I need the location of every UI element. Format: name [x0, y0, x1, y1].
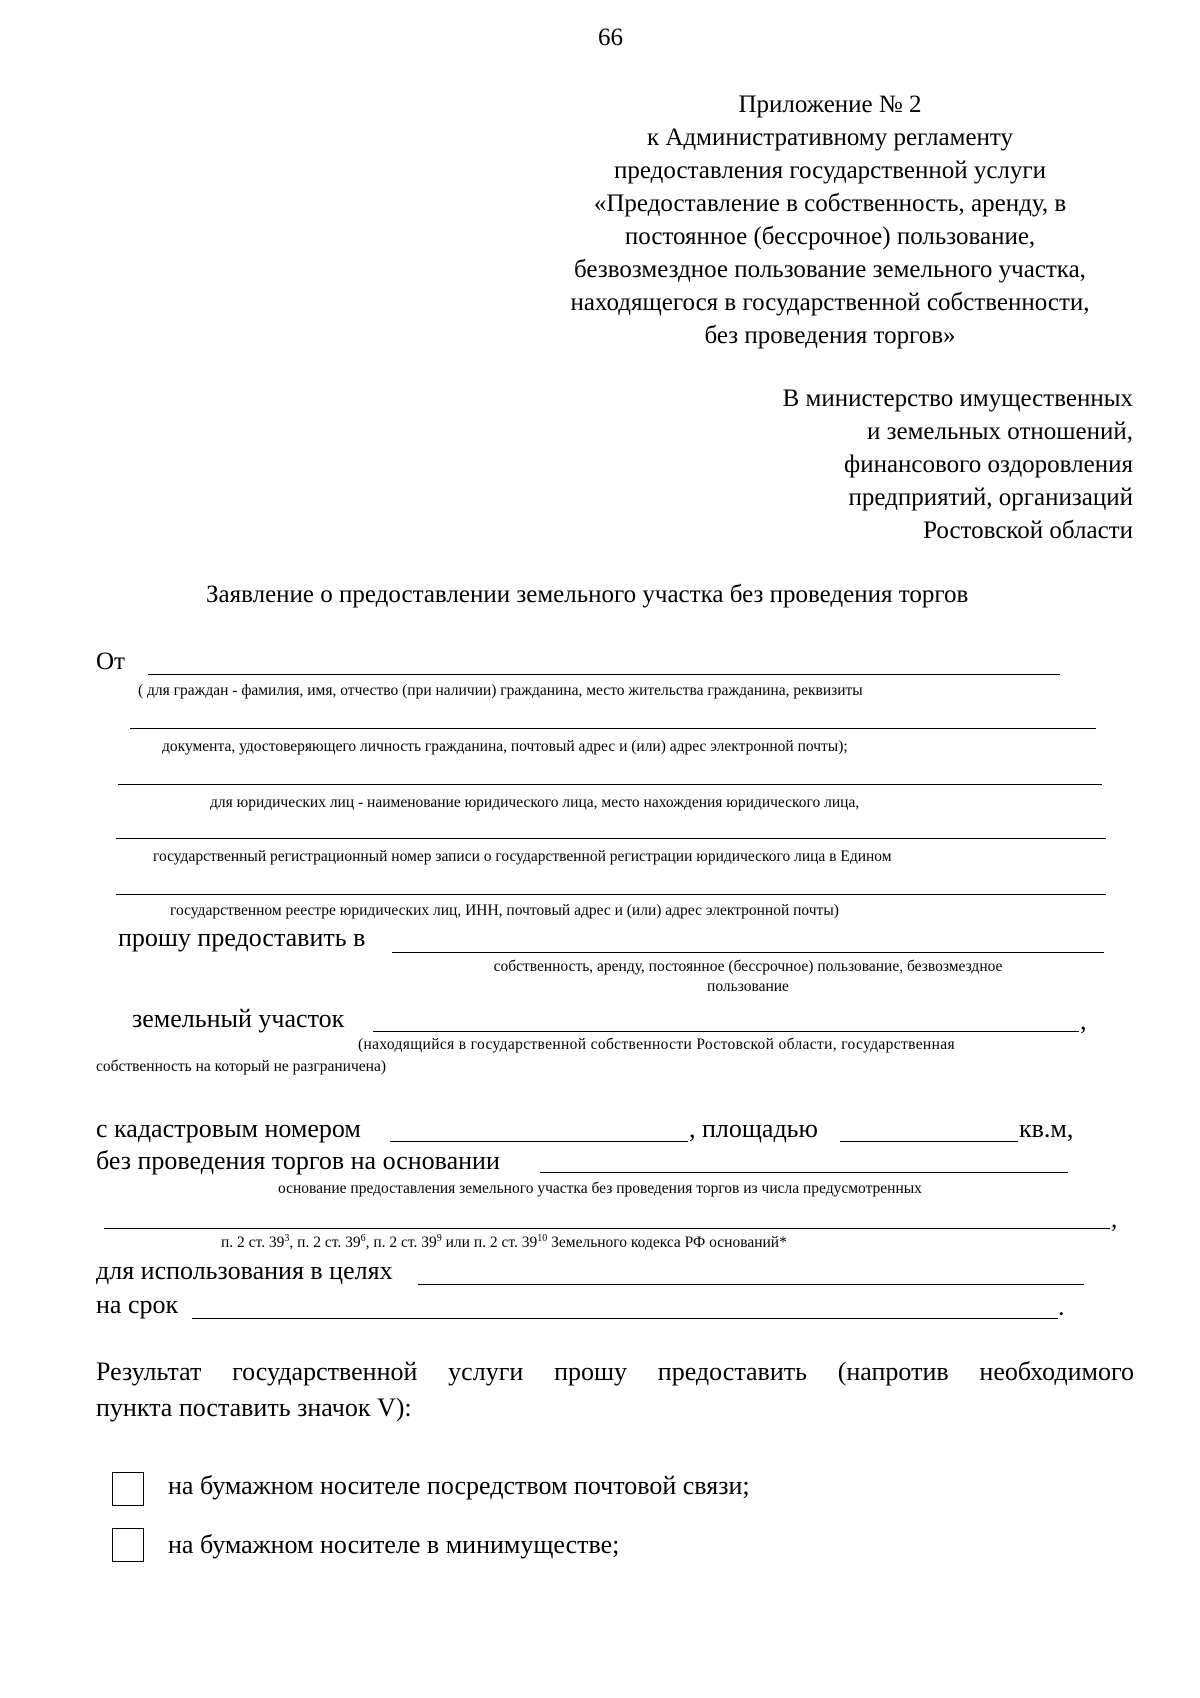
request-hint-2: пользование — [707, 978, 789, 995]
purpose-field-line[interactable] — [418, 1284, 1084, 1285]
plot-label: земельный участок — [132, 1004, 345, 1033]
result-intro-line-2: пункта поставить значок V): — [96, 1393, 412, 1422]
appendix-line: без проведения торгов» — [704, 322, 956, 349]
addressee-line: и земельных отношений, — [866, 418, 1133, 445]
from-field-line-2[interactable] — [130, 728, 1096, 729]
term-label: на срок — [96, 1290, 179, 1319]
cadastral-label: с кадастровым номером — [96, 1114, 361, 1143]
basis-comma: , — [1111, 1206, 1118, 1233]
plot-hint-1: (находящийся в государственной собственности Ростовской области, государственная — [358, 1036, 955, 1053]
from-hint-4: государственный регистрационный номер записи о государственной регистрации юридического лица в Едином — [153, 848, 892, 865]
basis-hint-2: п. 2 ст. $39^3$, п. 2 ст. $39^6$, п. 2 ст. $39^9$ или п. 2 ст. $39^{10}$ Земельного кодекса РФ оснований* — [221, 1232, 787, 1251]
request-label: прошу предоставить в — [118, 923, 366, 952]
appendix-line: к Административному регламенту — [646, 124, 1014, 151]
appendix-line: предоставления государственной услуги — [613, 157, 1047, 184]
plot-comma: , — [1080, 1006, 1087, 1035]
from-label: От — [96, 648, 125, 675]
addressee-line: предприятий, организаций — [848, 484, 1133, 511]
option-label-post: на бумажном носителе посредством почтовой связи; — [168, 1471, 750, 1500]
plot-field-line[interactable] — [373, 1031, 1079, 1032]
option-checkbox-ministry[interactable] — [112, 1528, 144, 1562]
area-field[interactable] — [840, 1141, 1018, 1142]
area-label: , площадью — [689, 1114, 818, 1143]
from-hint-1: ( для граждан - фамилия, имя, отчество (при наличии) гражданина, место жительства гражданина, реквизиты — [138, 682, 863, 699]
appendix-line: безвозмездное пользование земельного участка, — [574, 256, 1086, 283]
basis-field-line-1[interactable] — [540, 1172, 1068, 1173]
basis-label: без проведения торгов на основании — [96, 1146, 500, 1175]
basis-hint: основание предоставления земельного участка без проведения торгов из числа предусмотренных — [278, 1180, 922, 1197]
appendix-line: постоянное (бессрочное) пользование, — [624, 223, 1036, 250]
purpose-label: для использования в целях — [96, 1256, 393, 1285]
addressee-line: В министерство имущественных — [782, 385, 1133, 412]
option-checkbox-post[interactable] — [112, 1472, 144, 1506]
from-field-line-5[interactable] — [116, 894, 1106, 895]
appendix-line: «Предоставление в собственность, аренду, в — [593, 190, 1067, 217]
basis-field-line-2[interactable] — [104, 1228, 1110, 1229]
result-intro-line-1: Результат государственной услуги прошу предоставить (напротив необходимого — [96, 1357, 1134, 1386]
term-field-line[interactable] — [192, 1318, 1058, 1319]
document-title: Заявление о предоставлении земельного участка без проведения торгов — [206, 581, 969, 608]
area-unit: кв.м, — [1019, 1114, 1074, 1143]
plot-hint-2: собственность на который не разграничена) — [96, 1058, 386, 1075]
appendix-line: Приложение № 2 — [738, 91, 922, 118]
addressee-line: Ростовской области — [923, 517, 1133, 544]
cadastral-number-field[interactable] — [390, 1141, 688, 1142]
request-field-line[interactable] — [392, 952, 1104, 953]
page-number: 66 — [598, 24, 623, 51]
from-field-line-1[interactable] — [148, 674, 1060, 675]
from-hint-3: для юридических лиц - наименование юридического лица, место нахождения юридического лица, — [210, 794, 860, 811]
from-hint-5: государственном реестре юридических лиц, ИНН, почтовый адрес и (или) адрес электронной почты) — [170, 902, 839, 919]
option-label-ministry: на бумажном носителе в минимуществе; — [168, 1530, 620, 1559]
from-field-line-3[interactable] — [118, 784, 1102, 785]
addressee-line: финансового оздоровления — [844, 451, 1133, 478]
term-dot: . — [1058, 1292, 1065, 1321]
request-hint-1: собственность, аренду, постоянное (бессрочное) пользование, безвозмездное — [493, 958, 1003, 975]
from-field-line-4[interactable] — [116, 838, 1106, 839]
from-hint-2: документа, удостоверяющего личность гражданина, почтовый адрес и (или) адрес электронной почты); — [162, 738, 848, 755]
appendix-line: находящегося в государственной собственности, — [570, 289, 1090, 316]
